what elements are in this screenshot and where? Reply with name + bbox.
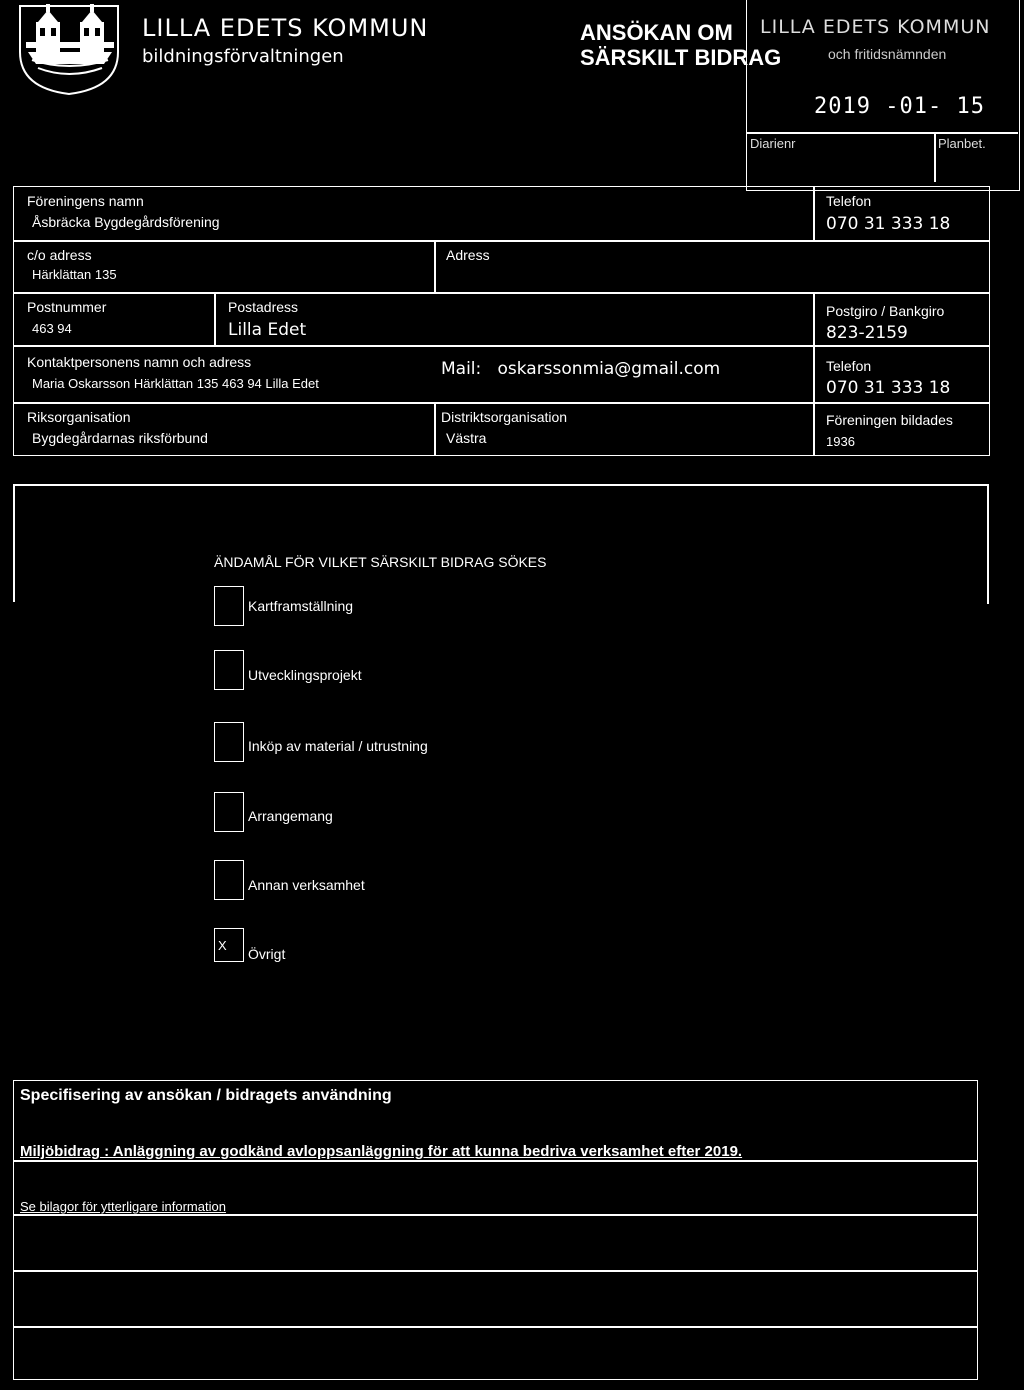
checkbox-label-inkop: Inköp av material / utrustning — [248, 738, 428, 754]
org-name-label: Föreningens namn — [27, 193, 144, 209]
checkbox-label-ovrigt: Övrigt — [248, 946, 286, 962]
phone-label: Telefon — [826, 193, 872, 209]
district-org-label: Distriktsorganisation — [441, 409, 568, 425]
co-address-value: Härklättan 135 — [32, 267, 117, 282]
contact-value: Maria Oskarsson Härklättan 135 463 94 Lilla Edet — [32, 376, 319, 391]
checkbox-label-kartframstallning: Kartframställning — [248, 598, 354, 614]
co-address-label: c/o adress — [27, 247, 92, 263]
specification-text: Miljöbidrag : Anläggning av godkänd avloppsanläggning för att kunna bedriva verksamhet efter 2019. — [20, 1143, 743, 1160]
postnr-label: Postnummer — [27, 299, 107, 315]
stamp-org-name: LILLA EDETS KOMMUN — [760, 16, 991, 38]
district-org-value: Västra — [446, 430, 487, 446]
contact-phone-label: Telefon — [826, 358, 872, 374]
checkbox-kartframstallning[interactable] — [214, 586, 244, 626]
national-org-value: Bygdegårdarnas riksförbund — [32, 430, 208, 446]
giro-label: Postgiro / Bankgiro — [826, 303, 945, 319]
municipality-name: LILLA EDETS KOMMUN — [142, 14, 429, 42]
founded-label: Föreningen bildades — [826, 412, 953, 428]
stamp-diarie-label: Diarienr — [750, 136, 796, 151]
org-name-value: Åsbräcka Bygdegårdsförening — [32, 214, 220, 230]
checkbox-label-arrangemang: Arrangemang — [248, 808, 333, 824]
contact-email: Mail: oskarssonmia@gmail.com — [441, 359, 721, 379]
contact-label: Kontaktpersonens namn och adress — [27, 354, 252, 370]
checkbox-utvecklingsprojekt[interactable] — [214, 650, 244, 690]
founded-value: 1936 — [826, 434, 855, 449]
postaddress-label: Postadress — [228, 299, 299, 315]
purpose-section-title: ÄNDAMÅL FÖR VILKET SÄRSKILT BIDRAG SÖKES — [214, 554, 547, 570]
contact-phone-value: 070 31 333 18 — [826, 378, 951, 398]
checkbox-ovrigt-mark: X — [218, 938, 227, 953]
specification-table — [13, 1080, 978, 1380]
national-org-label: Riksorganisation — [27, 409, 131, 425]
specification-note: Se bilagor för ytterligare information — [20, 1199, 226, 1214]
checkbox-inkop[interactable] — [214, 722, 244, 762]
stamp-committee: och fritidsnämnden — [828, 46, 947, 62]
checkbox-label-utvecklingsprojekt: Utvecklingsprojekt — [248, 667, 362, 683]
form-title-line2: SÄRSKILT BIDRAG — [580, 45, 782, 70]
checkbox-annan-verksamhet[interactable] — [214, 860, 244, 900]
phone-value: 070 31 333 18 — [826, 214, 951, 234]
checkbox-label-annan-verksamhet: Annan verksamhet — [248, 877, 365, 893]
giro-value: 823-2159 — [826, 323, 908, 343]
address-label: Adress — [446, 247, 490, 263]
postnr-value: 463 94 — [32, 321, 72, 336]
form-title-line1: ANSÖKAN OM — [580, 20, 733, 45]
municipality-logo — [18, 2, 122, 96]
checkbox-arrangemang[interactable] — [214, 792, 244, 832]
specification-title: Specifisering av ansökan / bidragets användning — [20, 1087, 392, 1104]
stamp-date: 2019 -01- 15 — [814, 94, 985, 119]
department-name: bildningsförvaltningen — [142, 46, 344, 67]
stamp-plan-label: Planbet. — [938, 136, 986, 151]
postaddress-value: Lilla Edet — [228, 320, 307, 340]
